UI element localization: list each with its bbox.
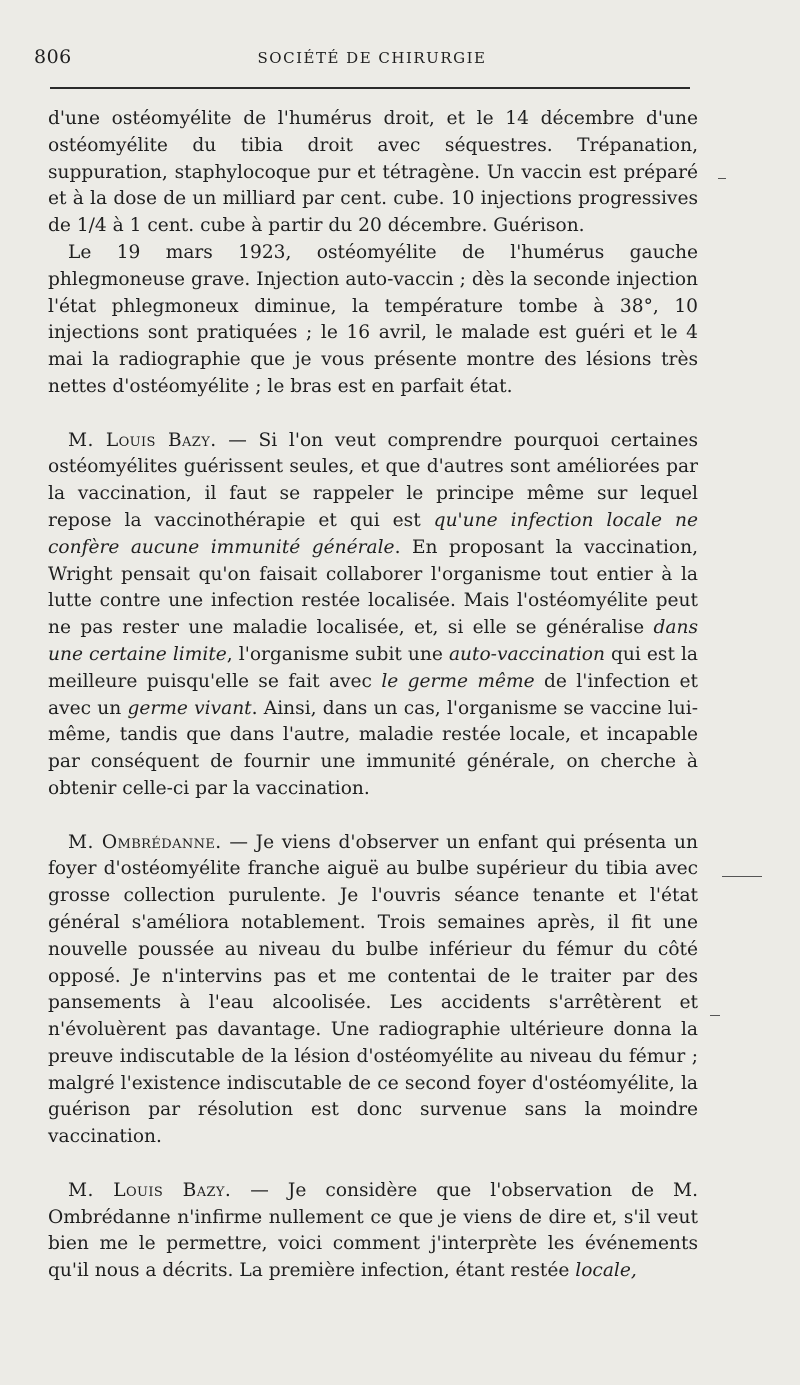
speaker-name: M. Louis Bazy. — [68, 429, 217, 451]
italic-phrase: germe vivant — [127, 697, 252, 719]
page-number: 806 — [34, 46, 72, 68]
margin-mark — [710, 1015, 720, 1016]
italic-phrase: qu'une infection locale ne confère aucune immunité générale — [48, 509, 698, 558]
paragraph-text: qui est la meilleure puisqu'elle se fait avec — [48, 643, 698, 692]
italic-phrase: dans une certaine limite — [48, 617, 698, 665]
speaker-name: M. Ombrédanne. — [68, 831, 222, 853]
italic-phrase: locale, — [575, 1260, 637, 1282]
body-text — [48, 106, 698, 1285]
paragraph-text: — Je viens d'observer un enfant qui présenta un foyer d'ostéomyélite franche aiguë au bulbe supérieur du tibia avec grosse collection purulente. Je l'ouvris séance tenante et l'état général s'améliora notablement. Trois semaines après, il fit une nouvelle poussée au niveau du bulbe inférieur du fémur du côté opposé. Je n'intervins pas et me contentai de le traiter par des pansements à l'eau alcoolisée. Les accidents s'arrêtèrent et n'évoluèrent pas davantage. Une radiographie ultérieure donna la preuve indiscutable de la lésion d'ostéomyélite au niveau du fémur ; malgré l'existence indiscutable de ce second foyer d'ostéomyélite, la guérison par résolution est donc survenue sans la moindre vaccination. — [48, 831, 698, 1148]
speaker-name: M. Louis Bazy. — [68, 1179, 232, 1201]
margin-mark — [718, 178, 726, 179]
running-head: SOCIÉTÉ DE CHIRURGIE — [257, 49, 487, 67]
paragraph-ombredanne-remarks — [48, 830, 698, 1152]
paragraph-case-1923: Le 19 mars 1923, ostéomyélite de l'humérus gauche phlegmoneuse grave. Injection auto-vaccin ; dès la seconde injection l'état phlegmoneux diminue, la température tombe à 38°, 10 injections sont pratiquées ; le 16 avril, le malade est guéri et le 4 mai la radiographie que je vous présente montre des lésions très nettes d'ostéomyélite ; le bras est en parfait état. — [48, 241, 698, 397]
paragraph-text: de l'infection et avec un — [48, 670, 698, 719]
italic-phrase: auto-vaccination — [448, 643, 605, 665]
margin-mark — [722, 876, 762, 877]
italic-phrase: le germe même — [381, 670, 535, 692]
paragraph-text: — Si l'on veut comprendre pourquoi certaines ostéomyélites guérissent seules, et que d'autres sont améliorées par la vaccination, il faut se rappeler le principe même sur lequel repose la vaccinothérapie et qui est — [48, 429, 698, 531]
paragraph-case-continuation: d'une ostéomyélite de l'humérus droit, et le 14 décembre d'une ostéomyélite du tibia droit avec séquestres. Trépanation, suppuration, staphylocoque pur et tétragène. Un vaccin est préparé et à la dose de un milliard par cent. cube. 10 injections progressives de 1/4 à 1 cent. cube à partir du 20 décembre. Guérison. — [48, 108, 698, 237]
page-header — [34, 46, 710, 76]
paragraph-text: . En proposant la vaccination, Wright pensait qu'on faisait collaborer l'organisme tout entier à la lutte contre une infection restée localisée. Mais l'ostéomyélite peut ne pas rester une maladie localisée, et, si elle se généralise — [48, 536, 698, 639]
header-rule — [50, 87, 690, 89]
paragraph-bazy-reply — [48, 1178, 698, 1285]
paragraph-text: — Je considère que l'observation de M. Ombrédanne n'infirme nullement ce que je viens de dire et, s'il veut bien me le permettre, voici comment j'interprète les événements qu'il nous a décrits. La première infection, étant restée — [48, 1179, 698, 1282]
paragraph-text: , l'organisme subit une — [226, 643, 449, 665]
paragraph-bazy-remarks — [48, 428, 698, 803]
paragraph-text: . Ainsi, dans un cas, l'organisme se vaccine lui-même, tandis que dans l'autre, maladie restée locale, et incapable par conséquent de fournir une immunité générale, on cherche à obtenir celle-ci par la vaccination. — [48, 697, 698, 799]
